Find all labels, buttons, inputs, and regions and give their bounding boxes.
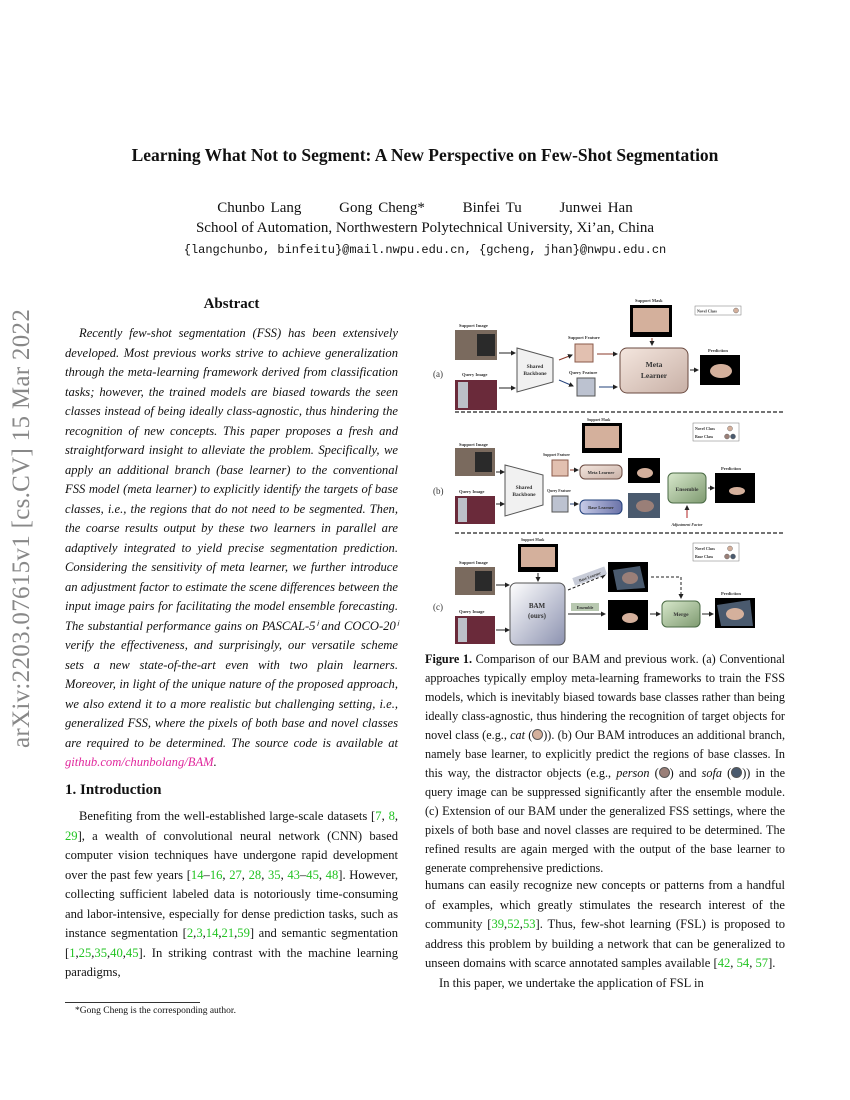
citation-link[interactable]: 35	[94, 945, 107, 960]
text-run: humans can easily recognize new concepts or patterns from a handful of examples, which greatly stimulates the research interest of the community [	[425, 878, 785, 931]
figure-1-diagram	[425, 290, 785, 650]
query-feature-cube	[577, 378, 595, 396]
label: Backbone	[523, 371, 547, 377]
shared-backbone	[517, 348, 553, 392]
affiliation: School of Automation, Northwestern Polytechnical University, Xi’an, China	[195, 220, 655, 236]
text-run: ,	[730, 956, 737, 970]
paragraph: In this paper, we undertake the application of FSL in	[439, 975, 704, 990]
label: Base Learner	[588, 505, 614, 510]
label: Support Mask	[521, 538, 545, 542]
text-run: ,	[519, 917, 523, 931]
label: Merge	[673, 612, 689, 618]
citation-link[interactable]: 53	[522, 917, 536, 931]
panel-label: (a)	[433, 369, 443, 379]
legend-label: Novel Class	[695, 426, 715, 431]
panel-a	[433, 298, 741, 410]
text-run: ,	[218, 926, 222, 940]
text-run: ,	[122, 945, 126, 960]
text-run: ,	[381, 809, 389, 823]
citation-link[interactable]: 14	[190, 867, 204, 882]
text-run: ,	[241, 867, 249, 882]
citation-link[interactable]: 45	[125, 945, 139, 960]
label: Prediction	[721, 466, 741, 471]
panel-c	[433, 538, 755, 645]
label: Support Image	[459, 442, 488, 447]
text-run: ,	[222, 867, 230, 882]
citation-link[interactable]: 35	[267, 867, 281, 882]
text-run: ,	[280, 867, 288, 882]
text-run: –	[299, 867, 307, 882]
abstract-body	[65, 324, 398, 773]
legend-label: Novel Class	[697, 308, 717, 314]
label: Support Feature	[543, 453, 570, 457]
novel-class-dot-icon	[532, 729, 543, 740]
text-run: ,	[394, 809, 399, 823]
query-feature-cube	[552, 496, 568, 512]
citation-link[interactable]: 1	[69, 945, 76, 960]
citation-link[interactable]: 59	[237, 926, 250, 940]
text-run: ,	[193, 926, 197, 940]
figure-caption: Figure 1. Comparison of our BAM and previous work. (a) Conventional approaches typically employ meta-learning frameworks to train the FSS models, which is inevitably biased towards base classes rather than being ideally class-agnostic, thus hindering the recognition of target objects for novel class (e.g., cat ( )). (b) Our BAM introduces an additional branch, namely base learner, to explicitly predict the regions of base classes. In this way, the distractor objects (e.g., person ( ) and sofa ( )) in the query image can be suppressed significantly after the ensemble module. (c) Extension of our BAM under the generalized FSS settings, where the pixels of both base and novel classes are required to be determined. The refined results are again merged with the output of the base learner to generate comprehensive predictions.	[425, 652, 786, 875]
label: Shared	[515, 485, 533, 491]
label: Query Image	[459, 489, 485, 494]
label: Ensemble	[675, 487, 699, 493]
label: BAM	[528, 602, 546, 610]
abstract-end: .	[213, 755, 217, 769]
arxiv-identifier: arXiv:2203.07615v1 [cs.CV] 15 Mar 2022	[8, 308, 35, 748]
legend-label: Novel Class	[695, 546, 715, 551]
label: Meta	[645, 360, 663, 369]
text-run: ,	[504, 917, 508, 931]
label: Learner	[640, 371, 668, 380]
citation-link[interactable]: 42	[717, 956, 731, 970]
text-run: ], a wealth of convolutional neural network (CNN) based computer vision techniques have undergone rapid development over the past few years [	[65, 828, 398, 882]
citation-link[interactable]: 16	[209, 867, 223, 882]
citation-link[interactable]: 57	[755, 956, 769, 970]
author-list	[0, 200, 850, 217]
citation-link[interactable]: 2	[186, 926, 194, 940]
abstract-heading: Abstract	[203, 296, 260, 312]
text-run: ]. Thus, few-shot learning (FSL) is proposed to address this problem by building a network that can be generalized to unseen domains with scarce annotated samples available [	[425, 917, 785, 970]
label: Ensemble	[576, 605, 594, 610]
citation-link[interactable]: 29	[65, 828, 78, 843]
footnote: *Gong Cheng is the corresponding author.	[75, 1006, 236, 1016]
label: Support Mask	[635, 298, 663, 303]
caption-text: )) in the query image can be suppressed significantly after the ensemble module. (c) Extension of our BAM under the generalized FSS settings, where the pixels of both base and novel classes are required to be determined. The refined results are again merged with the output of the base learner to generate comprehensive predictions.	[425, 766, 786, 875]
label: Meta Learner	[587, 470, 615, 475]
caption-text: sofa	[701, 766, 722, 780]
citation-link[interactable]: 28	[248, 867, 262, 882]
caption-text: )). (b) Our BAM introduces an additional branch, namely base learner, to explicitly predict the regions of base classes. In this way, the distractor objects (e.g.,	[425, 728, 785, 780]
label: Shared	[526, 364, 544, 370]
text-run: ,	[75, 945, 79, 960]
citation-link[interactable]: 39	[491, 917, 505, 931]
caption-text: cat	[510, 728, 525, 742]
text-run: –	[203, 867, 210, 882]
section-heading-introduction: 1. Introduction	[65, 782, 162, 798]
caption-label: Figure 1.	[425, 652, 473, 666]
label: Query Feature	[569, 370, 598, 375]
label: Query Image	[459, 609, 485, 614]
panel-label: (b)	[433, 486, 444, 496]
citation-link[interactable]: 3	[196, 926, 203, 940]
citation-link[interactable]: 45	[306, 867, 319, 882]
label: Adjustment Factor	[671, 522, 703, 527]
panel-label: (c)	[433, 602, 443, 612]
legend-label: Base Class	[695, 554, 714, 559]
source-code-link[interactable]: github.com/chunbolang/BAM	[65, 755, 214, 769]
label: Query Feature	[547, 489, 571, 493]
citation-link[interactable]: 54	[736, 956, 750, 970]
caption-text: Comparison of our BAM and previous work. (a) Conventional approaches typically employ meta-learning frameworks to train the FSS models, which is inevitably biased towards base classes rather than being ideally class-agnostic, thus hindering the recognition of target objects for novel class (e.g.,	[425, 652, 785, 742]
text-run: ]. However, collecting sufficient labeled data is notoriously time-consuming and labor-intensive, especially for dense prediction tasks, such as instance segmentation [	[65, 867, 399, 940]
label: Support Image	[459, 560, 488, 565]
text-run: ,	[202, 926, 206, 940]
footnote-rule	[65, 1002, 200, 1003]
text-run: ,	[261, 867, 268, 882]
citation-link[interactable]: 43	[287, 867, 300, 882]
abstract-text: Recently few-shot segmentation (FSS) has been extensively developed. Most previous works strive to achieve generalization through the meta-learning framework derived from classification tasks; however, the trained models are biased towards the seen classes instead of being ideally class-agnostic, thus hindering the recognition of new concepts. This paper proposes a fresh and straightforward insight to alleviate the problem. Specifically, we apply an additional branch (base learner) to the conventional FSS model (meta learner) to explicitly identify the targets of base classes, i.e., the regions that do not need to be segmented. Then, the coarse results output by these two learners in parallel are adaptively integrated to yield precise segmentation prediction. Considering the sensitivity of meta learner, we further introduce an adjustment factor to estimate the scene differences between the input image pairs for facilitating the model ensemble forecasting. The substantial performance gains on PASCAL-5ⁱ and COCO-20ⁱ verify the effectiveness, and surprisingly, our versatile scheme sets a new state-of-the-art even with two plain learners. Moreover, in light of the unique nature of the proposed approach, we also extend it to a more realistic but challenging setting, i.e., generalized FSS, where the pixels of both base and novel classes are required to be determined. The source code is available at	[65, 326, 398, 750]
legend-label: Base Class	[695, 434, 714, 439]
citation-link[interactable]: 27	[229, 867, 242, 882]
intro-paragraph	[65, 807, 398, 983]
citation-link[interactable]: 8	[388, 809, 395, 823]
label: Support Feature	[568, 335, 600, 340]
text-run: ,	[234, 926, 238, 940]
text-run: ,	[91, 945, 95, 960]
author: Chunbo Lang	[217, 200, 302, 216]
label: Backbone	[512, 492, 536, 498]
person-class-dot-icon	[659, 767, 670, 778]
text-run: ,	[107, 945, 111, 960]
right-column-text	[425, 876, 785, 993]
caption-text: ) and	[669, 766, 702, 780]
support-feature-cube	[552, 460, 568, 476]
citation-link[interactable]: 7	[375, 809, 382, 823]
text-run: ].	[768, 956, 776, 970]
text-run: ]. In striking contrast with the machine learning paradigms,	[65, 945, 398, 979]
text-run: Benefiting from the well-established large-scale datasets [	[79, 809, 376, 823]
label: Support Mask	[587, 418, 611, 422]
label: Support Image	[459, 323, 488, 328]
author: Gong Cheng*	[339, 200, 425, 216]
citation-link[interactable]: 21	[221, 926, 235, 940]
panel-b	[433, 418, 755, 527]
citation-link[interactable]: 48	[325, 867, 339, 882]
citation-link[interactable]: 25	[78, 945, 92, 960]
author: Binfei Tu	[462, 200, 522, 216]
label: (ours)	[528, 612, 546, 620]
label: Base Learner	[578, 570, 602, 583]
author-emails: {langchunbo, binfeitu}@mail.nwpu.edu.cn, {gcheng, jhan}@nwpu.edu.cn	[183, 243, 667, 257]
text-run: ,	[318, 867, 326, 882]
caption-text: person	[616, 766, 650, 780]
sofa-class-dot-icon	[731, 767, 742, 778]
label: Prediction	[708, 348, 728, 353]
text-run: ] and semantic segmentation [	[65, 926, 399, 960]
citation-link[interactable]: 40	[110, 945, 123, 960]
author: Junwei Han	[559, 200, 633, 216]
paper-title: Learning What Not to Segment: A New Perspective on Few-Shot Segmentation	[131, 145, 719, 165]
label: Query Image	[462, 372, 488, 377]
text-run: ,	[749, 956, 756, 970]
label: Prediction	[721, 591, 741, 596]
citation-link[interactable]: 52	[507, 917, 520, 931]
support-feature-cube	[575, 344, 593, 362]
paragraph	[425, 876, 785, 974]
citation-link[interactable]: 14	[205, 926, 219, 940]
